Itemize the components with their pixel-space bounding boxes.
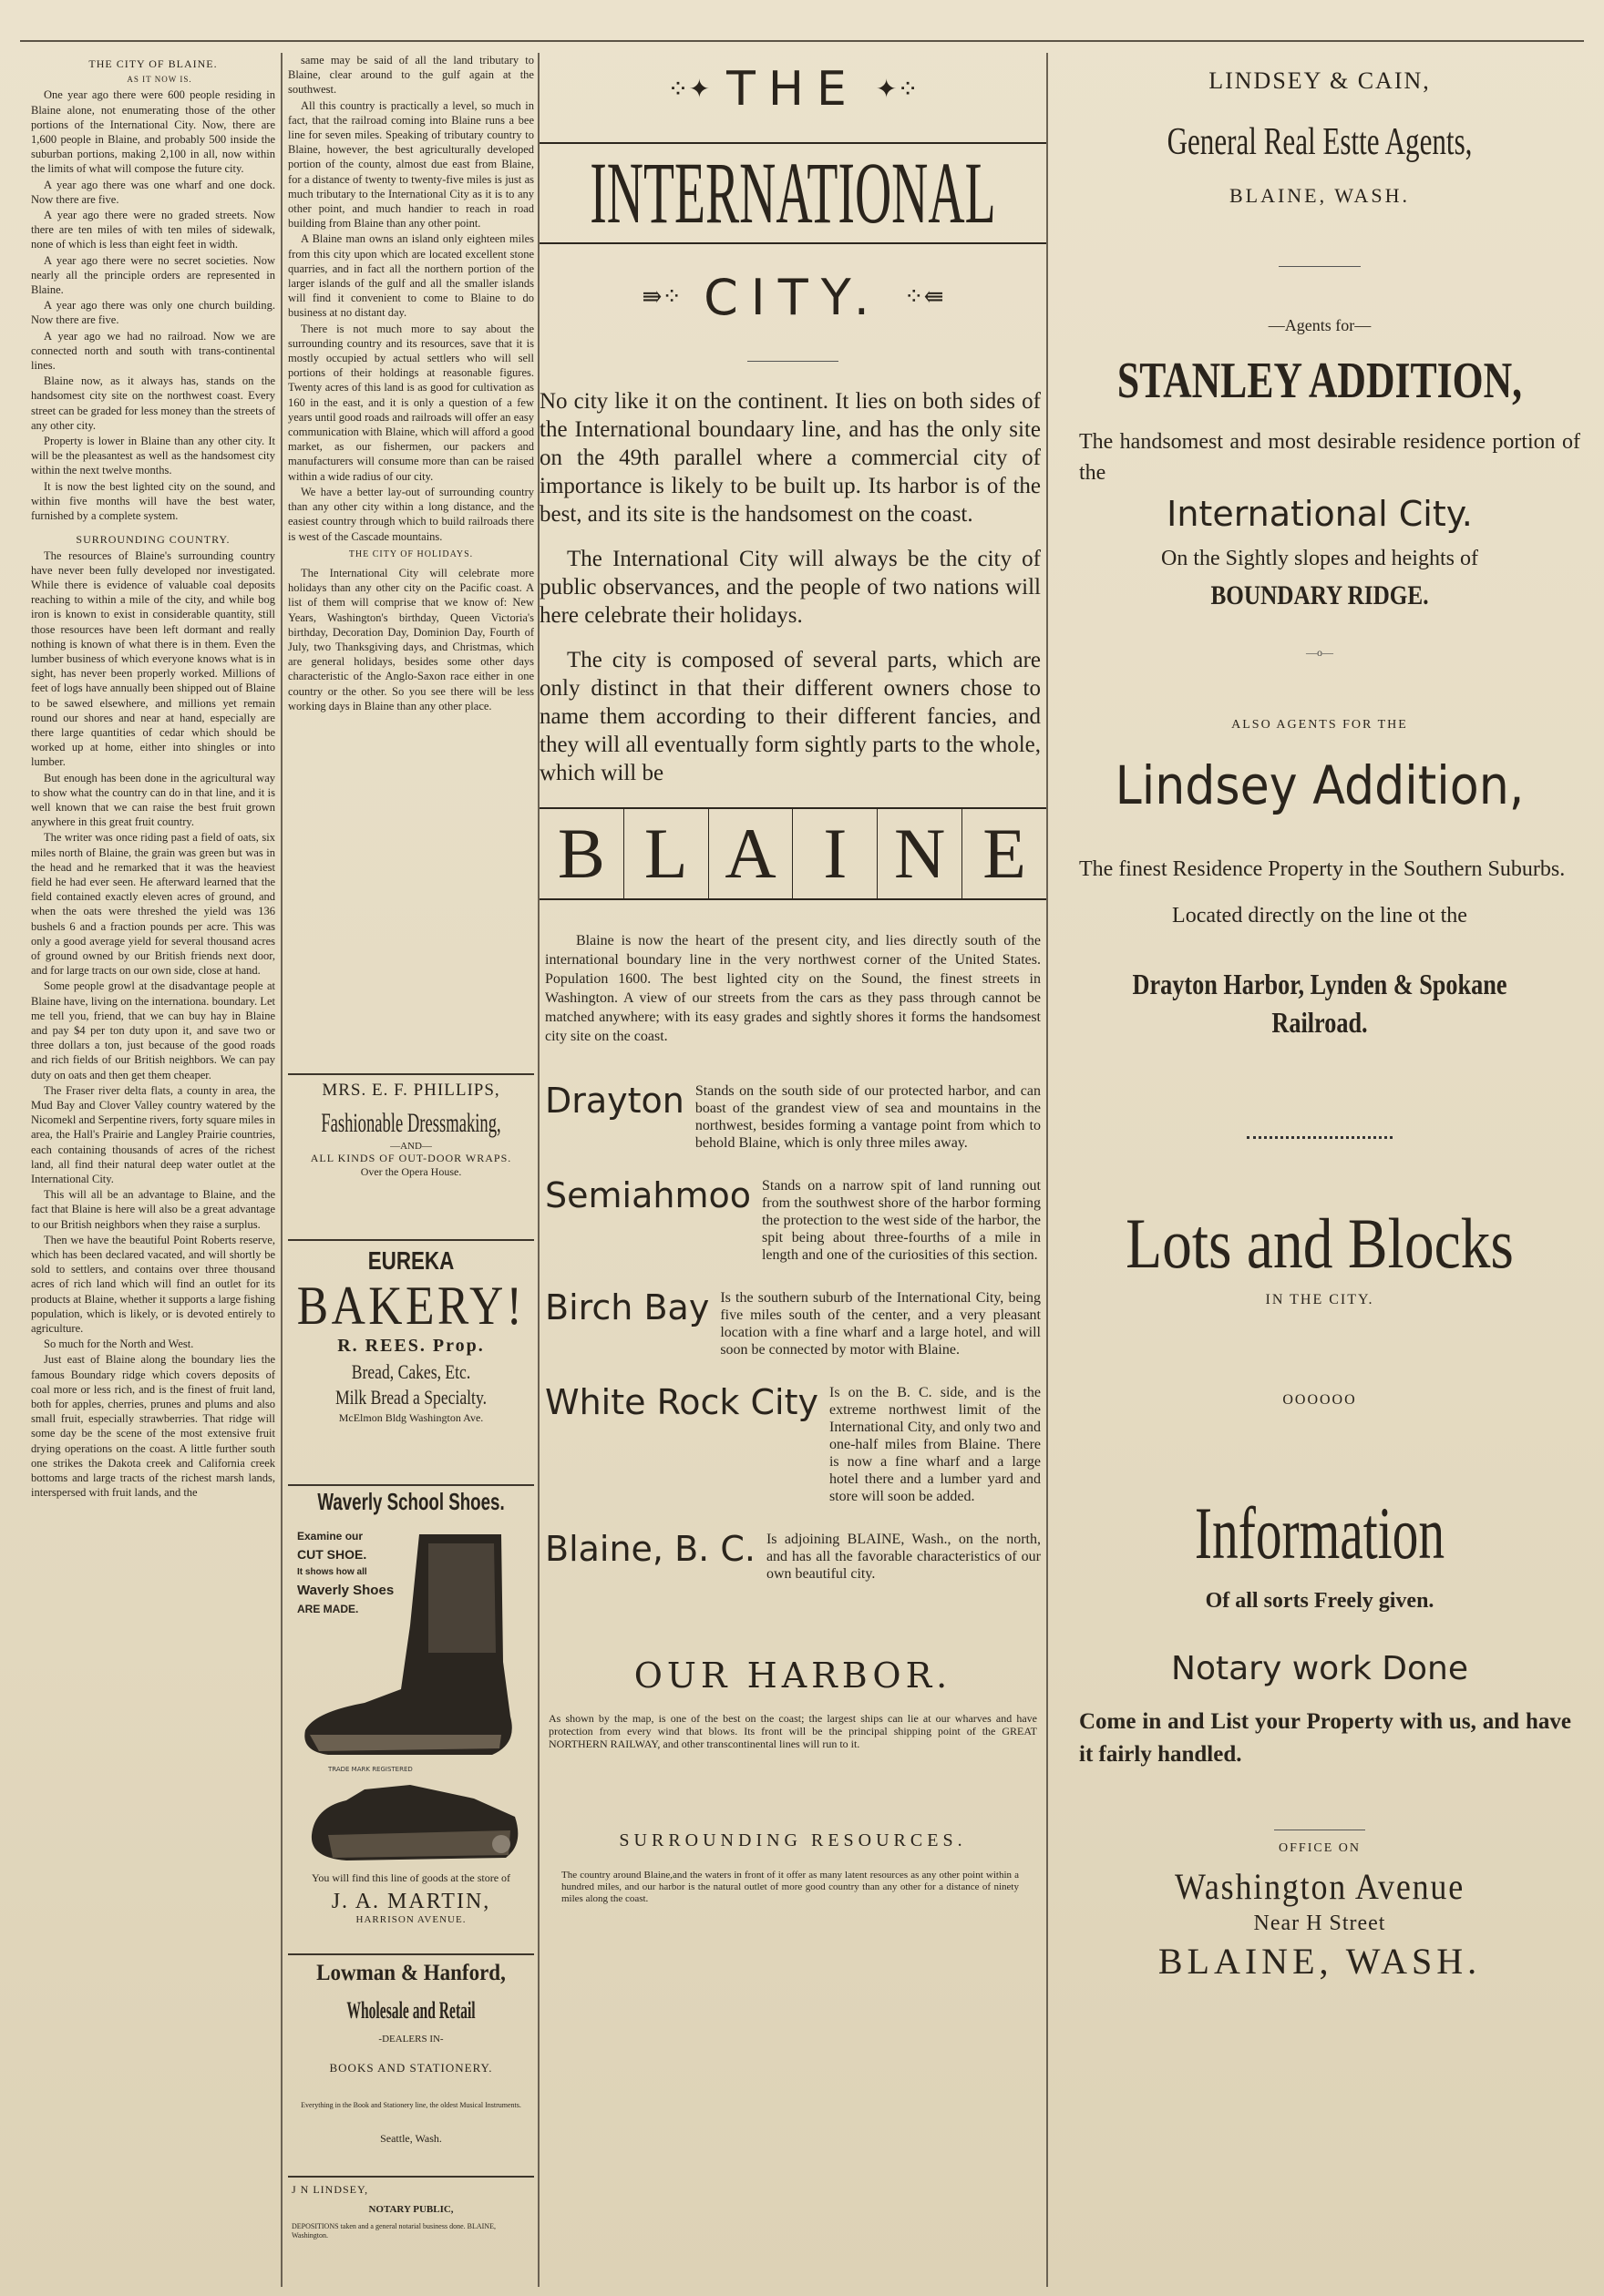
column-international-city (540, 53, 1046, 2291)
article-paragraph: same may be said of all the land tributary to Blaine, clear around to the gulf again at the southwest. (288, 54, 534, 97)
ad-text: IN THE CITY. (1265, 1292, 1374, 1307)
ad-headline: Wholesale and Retail (346, 1997, 476, 2024)
article-paragraph: A year ago there was only one church building. Now there are five. (31, 299, 275, 327)
ad-lindsey-notary (288, 2176, 534, 2261)
banner-letter: A (708, 809, 793, 898)
ad-text: Milk Bread a Specialty. (334, 1386, 488, 1409)
ad-text: Near H Street (1253, 1912, 1386, 1935)
ad-name: MRS. E. F. PHILLIPS, (322, 1081, 500, 1100)
ad-headline: International City. (1167, 494, 1473, 534)
town-name: Semiahmoo (545, 1177, 751, 1215)
ad-headline: Notary work Done (1171, 1650, 1468, 1687)
article-paragraph: We have a better lay-out of surrounding country than any other city within a long distance, and the easiest country through which to build railroads there is west of the Cascade mountains. (288, 485, 534, 543)
ad-waverly-shoes (288, 1484, 534, 1953)
ad-text: Over the Opera House. (360, 1165, 462, 1178)
article-paragraph: The Fraser river delta flats, a county in area, the Mud Bay and Clover Valley country watered by the Nicomekl and Serpentine rivers, forty square miles in area, the Hall's Prairie and Langley Prairie countries, each containing thousands of acres of the richest land, all find their natural deep water outlet at the International City. (31, 1083, 275, 1186)
article-paragraph: A year ago there were no graded streets. Now there are ten miles of with ten miles of sidewalk, none of which is less than eight feet in width. (31, 209, 275, 251)
article-paragraph: No city like it on the continent. It lies on both sides of the International boundaary line, and has the only site on the 49th parallel where a commercial city of importance is likely to be built up. Its harbor is of the best, and its site is the handsomest on the coast. (540, 389, 1041, 527)
ornament-icon: ⁘⇚ (903, 283, 944, 310)
article-paragraph: But enough has been done in the agricultural way to show what the country can do in that line, and it is well known that we can raise the best fruit grown anywhere in this great fruit country. (31, 771, 275, 829)
article-body (31, 548, 275, 1501)
ad-text: Waverly Shoes (297, 1583, 395, 1598)
ornament-icon: ✦⁘ (875, 76, 919, 104)
ad-text: R. REES. Prop. (337, 1336, 485, 1356)
column-rule (1046, 53, 1048, 2287)
shoe-illustration (292, 1516, 530, 1871)
town-name: Blaine, B. C. (545, 1531, 756, 1569)
town-entry (545, 1531, 1041, 1583)
article-continued (288, 53, 534, 1073)
article-paragraph: The International City will celebrate more holidays than any other city on the Pacific coast. A list of them will comprise that we know of: New Years, Washington's birthday, Queen Victoria's birthday, Decoration Day, Dominion Day, Fourth of July, two Thanksgiving days, and Christmas, which are general holidays, besides some other days characteristic of the Anglo-Saxon race either in one country or the other. So you see there will be less working days in Blaine than any other place. (288, 566, 534, 712)
town-name: White Rock City (545, 1384, 818, 1422)
ad-text: Examine our (297, 1530, 364, 1543)
divider: —o— (1306, 646, 1333, 659)
article-paragraph: Just east of Blaine along the boundary lies the famous Boundary ridge which covers deposits of coal more or less rich, and is the finest of fruit land, both for apples, cherries, prunes and plums and also small fruit, especially strawberries. That ridge will some day be the scene of the most extensive fruit drying operations on the coast. A little further south one strikes the Dakota creek and California creek bottoms and large tracts of the richest marsh lands, interspersed with fruit lands, and the (31, 1353, 275, 1500)
article-paragraph: The city is composed of several parts, which are only distinct in that their different owners chose to name them according to their different fancies, and they will all eventually form sightly parts to the whole, which will be (540, 648, 1041, 785)
town-description: Is the southern suburb of the International City, being five miles south of the center, and a very pleasant location with a fine wharf and a large hotel, and will soon be connected by motor with Blaine. (720, 1290, 1041, 1358)
ad-text: The finest Residence Property in the Southern Suburbs. (1079, 857, 1566, 881)
article-paragraph: One year ago there were 600 people residing in Blaine alone, not enumerating those of the other portions of the International City. Now, there are 1,600 people in Blaine, and probably 500 inside the suburban portions, making 2,100 in all, now within the limits of what will compose the future city. (31, 88, 275, 176)
article-body (31, 87, 275, 523)
article-body (288, 566, 534, 713)
ad-headline: Lots and Blocks (1126, 1204, 1514, 1283)
shoe-caption (297, 1527, 397, 1618)
banner-letter: E (961, 809, 1046, 898)
town-description: Stands on a narrow spit of land running out from the southwest shore of the harbor forming the protection to the west side of the harbor, the spit being about three-fourths of a mile in length and one of the curiosities of this section. (761, 1178, 1041, 1263)
divider (747, 361, 838, 362)
ad-text: Everything in the Book and Stationery line, the oldest Musical Instruments. (301, 2101, 521, 2109)
article-paragraph: A year ago there were no secret societies. Now nearly all the principle orders are represented in Blaine. (31, 253, 275, 297)
ad-text: -DEALERS IN- (378, 2034, 444, 2045)
article-body (288, 53, 534, 544)
town-description: Is on the B. C. side, and is the extreme northwest limit of the International City, and only two and one-half miles from Blaine. There is now a fine wharf and a large hotel there and a lumber yard and store will soon be added. (828, 1385, 1041, 1504)
masthead-word: THE (726, 62, 859, 117)
svg-text:TRADE MARK REGISTERED: TRADE MARK REGISTERED (328, 1766, 413, 1773)
ornament-icon: ⇛⁘ (642, 283, 683, 310)
article-paragraph: The International City will always be the city of public observances, and the people of two nations will here celebrate their holidays. (540, 547, 1041, 628)
blaine-banner (540, 807, 1046, 900)
column-two (288, 53, 534, 2291)
town-description: Stands on the south side of our protected harbor, and can boast of the grandest view of sea and mountains in the northwest, besides forming a vantage point from which to behold Blaine, which is only three miles away. (694, 1083, 1041, 1151)
ad-text: DEPOSITIONS taken and a general notarial business done. BLAINE, Washington. (292, 2222, 496, 2240)
banner-letter: I (792, 809, 877, 898)
town-entry (545, 1384, 1041, 1505)
ad-text: Of all sorts Freely given. (1205, 1589, 1434, 1613)
ad-headline: BOUNDARY RIDGE. (1210, 580, 1429, 610)
ad-text: CUT SHOE. (297, 1547, 367, 1562)
ad-headline: STANLEY ADDITION, (1116, 353, 1523, 409)
ad-headline: Washington Avenue (1174, 1866, 1465, 1907)
article-paragraph: A year ago we had no railroad. Now we are connected north and south with trans-continental lines. (31, 329, 275, 373)
ad-text: Located directly on the line ot the (1172, 904, 1467, 928)
article-paragraph: Property is lower in Blaine than any other city. It will be the pleasantest as well as the handsomest city within the next twelve months. (31, 435, 275, 477)
article-paragraph: So much for the North and West. (44, 1338, 194, 1351)
ad-text: NOTARY PUBLIC, (368, 2204, 454, 2215)
column-city-of-blaine (31, 56, 275, 2289)
ad-text: Seattle, Wash. (380, 2132, 442, 2145)
article-paragraph: It is now the best lighted city on the sound, and within five months will have the best water, furnished by a complete system. (31, 479, 275, 523)
ad-name: EUREKA (367, 1246, 455, 1275)
article-paragraph: Blaine is now the heart of the present city, and lies directly south of the international boundary line in the very northwest corner of the United States. Population 1600. The best lighted city on the Sound, the finest streets in Washington. A view of our streets from the cars as they pass through cannot be matched anywhere; with its easy grades and sightly shores it forms the handsomest city site on the coast. (545, 933, 1041, 1044)
article-paragraph: This will all be an advantage to Blaine, and the fact that Blaine is here will also be a great advantage to our British neighbors when they raise a surplus. (31, 1188, 275, 1231)
ad-text: The handsomest and most desirable residence portion of the (1079, 430, 1580, 485)
banner-letter: L (623, 809, 708, 898)
ad-text: —AND— (390, 1141, 432, 1152)
ad-headline: Drayton Harbor, Lynden & Spokane Railroad. (1132, 968, 1507, 1039)
banner-letter: N (877, 809, 961, 898)
masthead-city (540, 270, 1046, 324)
firm-name: LINDSEY & CAIN, (1208, 67, 1431, 94)
top-rule (20, 40, 1584, 42)
banner-letter: B (557, 814, 605, 893)
article-paragraph: Blaine now, as it always has, stands on the handsomest city site on the northwest coast. Every street can be graded for less money than the streets of any other city. (31, 374, 275, 432)
masthead-the (540, 62, 1046, 117)
ad-headline: Lindsey Addition, (1115, 754, 1525, 816)
firm-tagline: General Real Estte Agents, (1167, 121, 1473, 163)
ad-text: HARRISON AVENUE. (355, 1914, 467, 1925)
ad-eureka-bakery (288, 1239, 534, 1484)
ad-text: BOOKS AND STATIONERY. (329, 2061, 493, 2075)
ad-name: J. A. MARTIN, (331, 1890, 491, 1913)
ad-headline: Fashionable Dressmaking, (321, 1108, 501, 1138)
ad-headline: BLAINE, WASH. (1157, 1941, 1482, 1982)
column-rule (281, 53, 283, 2287)
article-paragraph: All this country is practically a level, so much in fact, that the railroad coming into Blaine runs a bee line for seven miles. Speaking of tributary country to Blaine, however, the best agriculturally developed portion of the county, almost due east from Blaine, for a distance of twenty to twenty-five miles is just as much tributary to the International City as it is to any other point, and much handier to reach in road building from Blaine than any other point. (288, 98, 534, 231)
divider (1247, 1136, 1393, 1139)
article-paragraph: The country around Blaine,and the waters in front of it offer as many latent resources as any other point within a hundred miles, and our harbor is the natural outlet of more good country than any other for a distance of ninety miles along the coast. (561, 1870, 1019, 1904)
ad-name: J N LINDSEY, (292, 2183, 369, 2196)
masthead-international (540, 142, 1046, 244)
town-entry (545, 1289, 1041, 1358)
divider: OOOOOO (1282, 1392, 1357, 1408)
ad-text: On the Sightly slopes and heights of (1161, 547, 1478, 570)
firm-city: BLAINE, WASH. (1229, 184, 1411, 207)
ad-name: Lowman & Hanford, (316, 1961, 506, 1985)
article-paragraph: The resources of Blaine's surrounding country have never been fully developed nor investigated. While there is evidence of valuable coal deposits reaching to within a mile of the city, and while bog iron is known to exist in considerable quantity, still those resources have been left dormant and really nothing is known of what there is in them. Even the lumber business of which everyone knows what is in sight, has never been properly worked. Millions of feet of logs have annually been shipped out of Blaine to be sawed elsewhere, and millions yet remain round our shores and near at hand, especially are there large quantities of cedar which should be worked up at home, either into shingles or into lumber. (31, 548, 275, 769)
article-paragraph: There is not much more to say about the surrounding country and its resources, save that it is mostly occupied by actual settlers who will sell portions of their holdings at reasonable figures. Twenty acres of this land is as good for cultivation as 160 in the east, and it is only a question of a few years until good roads and railroads will offer an easy communication with Blaine, which will afford a good market, as our fishermen, our packers and manufacturers will consume more than can be raised within a wide radius of our city. (288, 322, 534, 483)
ad-text: ALSO AGENTS FOR THE (1231, 718, 1408, 732)
ad-text: ARE MADE. (297, 1603, 359, 1615)
ad-text: You will find this line of goods at the store of (311, 1871, 511, 1884)
town-name: Birch Bay (545, 1289, 710, 1327)
ad-text: Come in and List your Property with us, and have it fairly handled. (1079, 1709, 1571, 1767)
ad-text: Bread, Cakes, Etc. (351, 1360, 471, 1383)
section-heading: THE CITY OF BLAINE. (88, 57, 218, 70)
town-name: Drayton (545, 1082, 684, 1121)
article-paragraph: Some people growl at the disadvantage people at Blaine have, living on the internationa. boundary. Let me tell you, friend, that we can buy hay in Blaine and pay $4 per ton duty upon it, and save two or three dollars a ton, just because of the good roads and rich fields of our British neighbors. We can pay duty on oats and then get them cheaper. (31, 979, 275, 1081)
section-heading: THE CITY OF HOLIDAYS. (348, 548, 474, 559)
town-entry (545, 1177, 1041, 1264)
ad-text: ALL KINDS OF OUT-DOOR WRAPS. (310, 1152, 512, 1164)
column-lindsey-cain (1050, 53, 1589, 2291)
ad-text: McElmon Bldg Washington Ave. (338, 1411, 484, 1424)
divider (1279, 266, 1361, 267)
ad-headline: Waverly School Shoes. (317, 1488, 505, 1515)
article-paragraph: The writer was once riding past a field of oats, six miles north of Blaine, the grain was green but was in the head and he remarked that it was the heaviest field he had ever seen. He afterward learned that the field contained exactly eleven acres of ground, and when the oats were threshed the yield was 136 bushels 6 and a fraction pounds per acre. This was only a good average yield for several thousand acres of ground owned by our British friends next door, and for large tracts on our own side, close at hand. (31, 831, 275, 978)
masthead-word: CITY. (704, 268, 882, 326)
ornament-icon: ⁘✦ (667, 76, 711, 104)
ad-headline: BAKERY! (296, 1276, 526, 1336)
ad-headline: Information (1194, 1491, 1445, 1574)
town-list (545, 1082, 1041, 1583)
section-heading: SURROUNDING RESOURCES. (619, 1830, 967, 1850)
article-paragraph: A Blaine man owns an island only eighteen miles from this city upon which are located excellent stone quarries, and in fact all the northern portion of the larger islands of the gulf and all the smaller islands will find it convenient to come to Blaine to do business at no distant day. (288, 232, 534, 320)
section-heading: OUR HARBOR. (633, 1655, 952, 1696)
section-subheading: AS IT NOW IS. (127, 75, 192, 85)
ad-text: It shows how all (297, 1567, 367, 1577)
article-paragraph: As shown by the map, is one of the best on the coast; the largest ships can lie at our wharves and have protection from every wind that blows. Its front will be the principal shipping point of the GREAT NORTHERN RAILWAY, and other transcontinental lines will run to it. (549, 1712, 1037, 1750)
section-heading: SURROUNDING COUNTRY. (76, 533, 231, 547)
masthead-word: INTERNATIONAL (590, 144, 996, 241)
article-paragraph: Then we have the beautiful Point Roberts reserve, which has been declared vacated, and will shortly be sold to settlers, and contains over three thousand acres of rich land which will find an outlet for its products at Blaine, whether it supports a large fishing population, which is likely, or is devoted entirely to agriculture. (31, 1233, 275, 1336)
town-entry (545, 1082, 1041, 1152)
article-paragraph: A year ago there was one wharf and one dock. Now there are five. (31, 178, 275, 206)
ad-phillips (288, 1073, 534, 1239)
ad-lowman-hanford (288, 1953, 534, 2176)
town-description: Is adjoining BLAINE, Wash., on the north, and has all the favorable characteristics of our own beautiful city. (766, 1532, 1041, 1582)
ad-text: —Agents for— (1268, 316, 1372, 334)
ad-text: OFFICE ON (1279, 1841, 1361, 1855)
